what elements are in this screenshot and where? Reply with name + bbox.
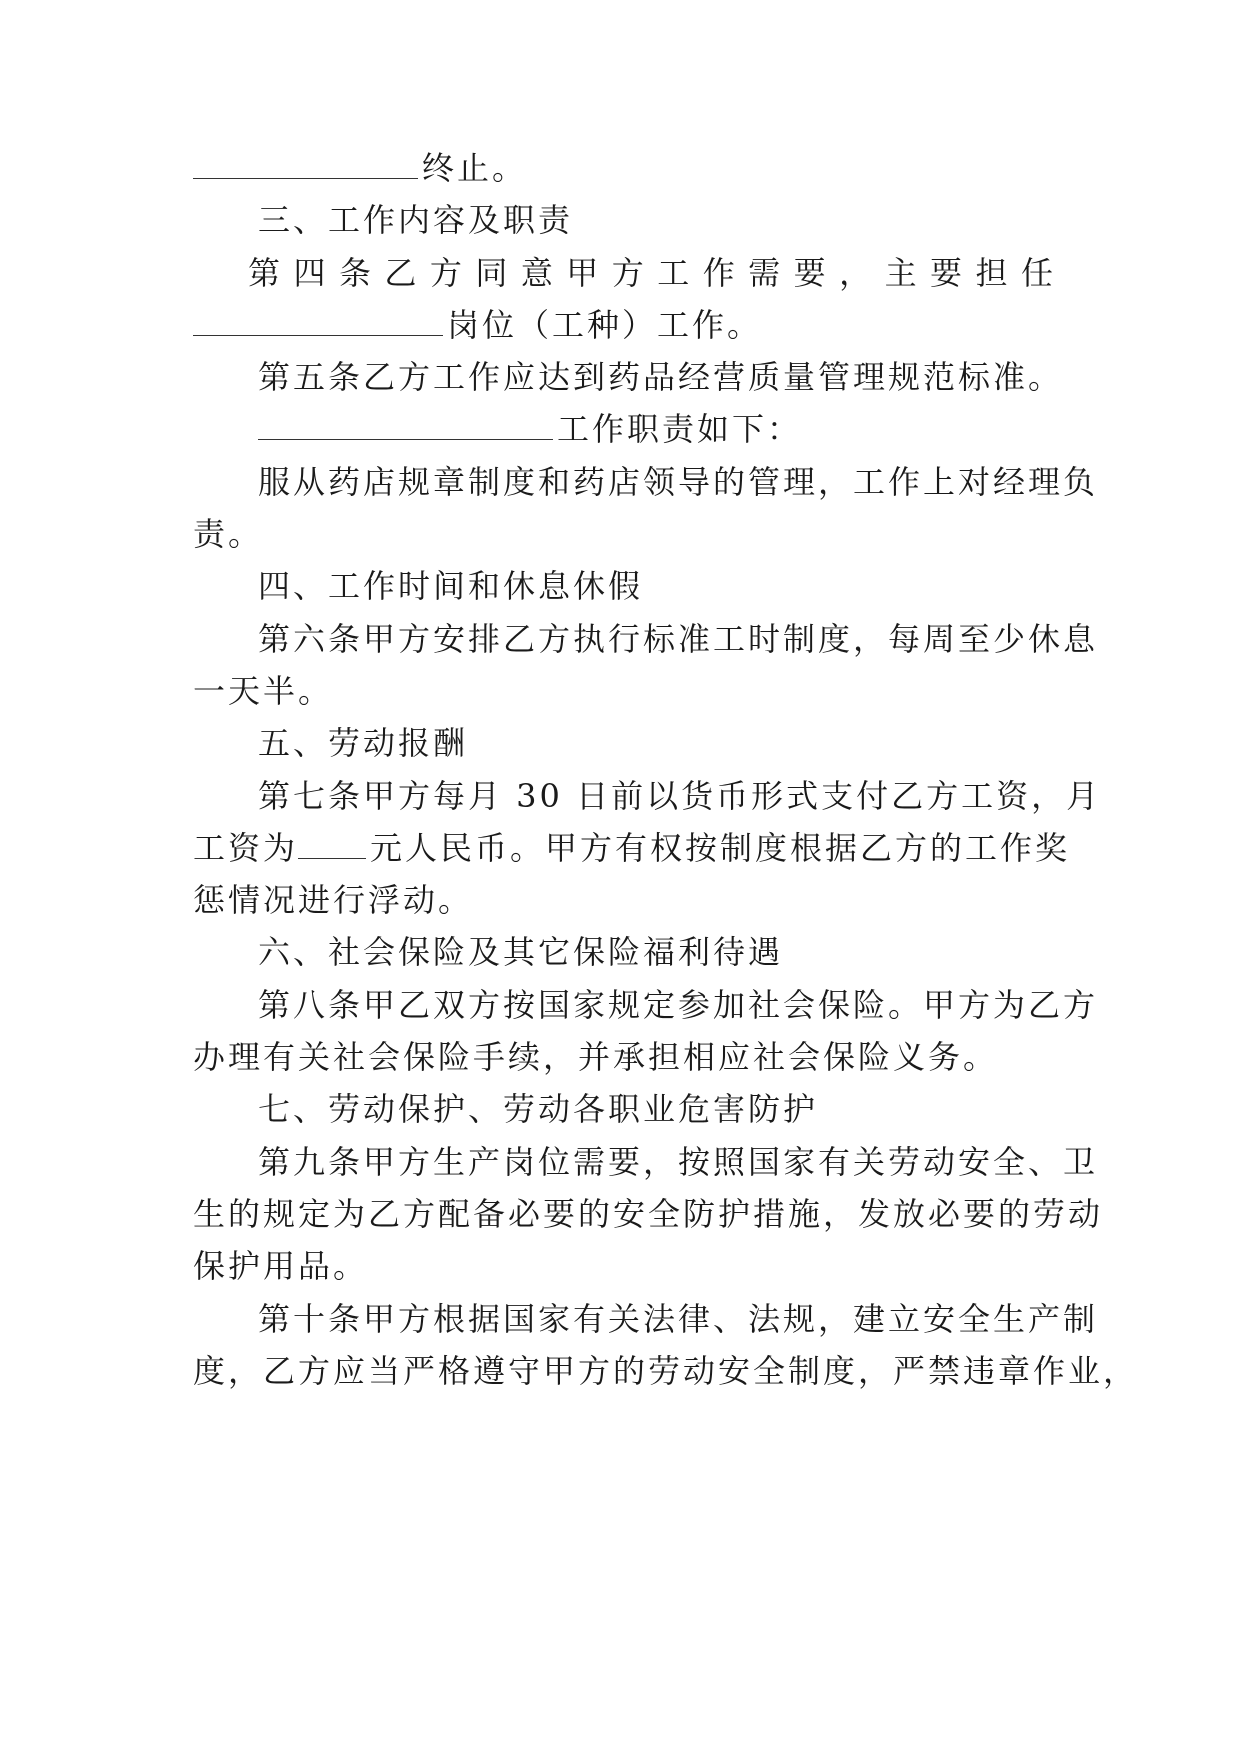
article-8-line-2: 办理有关社会保险手续，并承担相应社会保险义务。 <box>193 1038 999 1076</box>
article-9-line-3: 保护用品。 <box>193 1247 369 1285</box>
blank-field <box>193 150 418 179</box>
article-8-line-1: 第八条甲乙双方按国家规定参加社会保险。甲方为乙方 <box>258 986 1099 1024</box>
duty-line-2: 责。 <box>193 515 264 553</box>
article-9-line-1: 第九条甲方生产岗位需要，按照国家有关劳动安全、卫 <box>258 1143 1099 1181</box>
article-7-line-2: 工资为 元人民币。甲方有权按制度根据乙方的工作奖 <box>193 829 1071 867</box>
article-9-line-2: 生的规定为乙方配备必要的安全防护措施，发放必要的劳动 <box>193 1195 1104 1233</box>
blank-field <box>193 307 443 336</box>
article-6-line-1: 第六条甲方安排乙方执行标准工时制度，每周至少休息 <box>258 620 1099 658</box>
section-heading-4: 四、工作时间和休息休假 <box>258 567 644 605</box>
line-text: 终止。 <box>422 149 528 187</box>
section-heading-5: 五、劳动报酬 <box>258 724 469 762</box>
article-4-line-1: 第四条乙方同意甲方工作需要，主要担任 <box>248 254 1056 292</box>
article-5-line-2: 工作职责如下： <box>258 409 1055 449</box>
article-4-line-2: 岗位（工种）工作。 <box>193 305 1055 345</box>
section-heading-3: 三、工作内容及职责 <box>258 201 574 239</box>
article-7-line-3: 惩情况进行浮动。 <box>193 881 474 919</box>
line-termination <box>193 148 1055 188</box>
section-heading-7: 七、劳动保护、劳动各职业危害防护 <box>258 1090 819 1128</box>
article-5-line-1: 第五条乙方工作应达到药品经营质量管理规范标准。 <box>258 358 1064 396</box>
duty-line-1: 服从药店规章制度和药店领导的管理，工作上对经理负 <box>258 463 1099 501</box>
article-10-line-1: 第十条甲方根据国家有关法律、法规，建立安全生产制 <box>258 1300 1099 1338</box>
article-7-line-1: 第七条甲方每月 30 日前以货币形式支付乙方工资，月 <box>258 777 1102 815</box>
blank-field <box>258 411 553 440</box>
section-heading-6: 六、社会保险及其它保险福利待遇 <box>258 933 784 971</box>
article-6-line-2: 一天半。 <box>193 672 334 710</box>
article-10-line-2: 度，乙方应当严格遵守甲方的劳动安全制度，严禁违章作业， <box>193 1352 1139 1390</box>
blank-field <box>298 830 366 859</box>
